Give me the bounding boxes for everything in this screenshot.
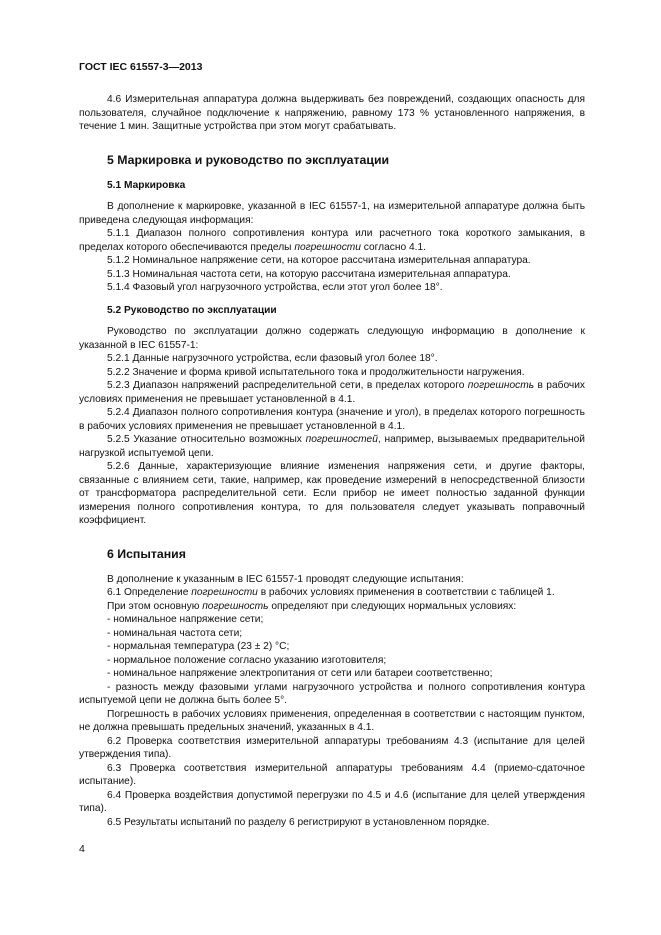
- paragraph-5-2-2: 5.2.2 Значение и форма кривой испытательного тока и продолжительности нагружения.: [107, 366, 525, 378]
- paragraph-4-6: 4.6 Измерительная аппаратура должна выдерживать без повреждений, создающих опасность для пользователя, случайное подключение к напряжению, равному 173 % установленного напряжения, в течение 1 мин. Защитные устройства при этом могут срабатывать.: [79, 94, 585, 132]
- subsection-5-2-title: 5.2 Руководство по эксплуатации: [107, 304, 277, 316]
- text-run: в рабочих условиях применения в соответствии с таблицей 1.: [257, 587, 555, 598]
- text-run: в рабочих условиях применения не превышает установленной в 4.1.: [79, 380, 586, 405]
- text-run: определяют при следующих нормальных условиях:: [268, 600, 517, 612]
- paragraph-5-1-intro: В дополнение к маркировке, указанной в IEC 61557-1, на измерительной аппаратуре должна быть приведена следующая информация:: [79, 201, 585, 226]
- condition-item: - нормальное положение согласно указанию изготовителя;: [107, 654, 387, 666]
- paragraph-5-1-2: 5.1.2 Номинальное напряжение сети, на которое рассчитана измерительная аппаратура.: [107, 255, 531, 266]
- paragraph-6-2: 6.2 Проверка соответствия измерительной аппаратуры требованиям 4.3 (испытание для целей утверждения типа).: [79, 735, 585, 760]
- paragraph-6-5: 6.5 Результаты испытаний по разделу 6 регистрируют в установленном порядке.: [107, 816, 490, 828]
- text-run: При этом основную: [107, 600, 203, 612]
- condition-item: - номинальная частота сети;: [107, 627, 243, 639]
- emphasis: погрешность: [202, 600, 269, 612]
- emphasis: погрешности: [294, 241, 361, 253]
- subsection-5-1-title: 5.1 Маркировка: [107, 179, 186, 191]
- paragraph-operating-error: Погрешность в рабочих условиях применения, определенная в соответствии с настоящим пунктом, не должна превышать предельных значений, указанных в 4.1.: [79, 708, 585, 733]
- page-number: 4: [79, 843, 85, 855]
- condition-item-last: - разность между фазовыми углами нагрузочного устройства и полного сопротивления контура испытуемой цепи не должна быть более 5°.: [79, 681, 585, 706]
- emphasis: погрешностей: [305, 434, 378, 445]
- paragraph-5-2-4: 5.2.4 Диапазон полного сопротивления контура (значение и угол), в пределах которого погрешность в рабочих условиях применения не превышает установленной в 4.1.: [79, 407, 585, 432]
- condition-item: - номинальное напряжение сети;: [107, 614, 264, 625]
- condition-item: - номинальное напряжение электропитания от сети или батареи соответственно;: [107, 668, 493, 679]
- emphasis: погрешность: [467, 380, 535, 391]
- paragraph-5-2-3: [79, 379, 585, 406]
- paragraph-5-1-1: [79, 227, 585, 254]
- paragraph-6-1: [79, 586, 585, 600]
- paragraph-5-1-3: 5.1.3 Номинальная частота сети, на которую рассчитана измерительная аппаратура.: [107, 268, 511, 280]
- text-run: 5.1.1 Диапазон полного сопротивления контура или расчетного тока короткого замыкания, в пределах которого обеспечиваются пределы: [79, 228, 585, 253]
- section-6-title: 6 Испытания: [107, 546, 186, 561]
- section-5-title: 5 Маркировка и руководство по эксплуатации: [107, 152, 390, 167]
- paragraph-5-2-6: 5.2.6 Данные, характеризующие влияние изменения напряжения сети, и другие факторы, связанные с влиянием сети, такие, например, как проведение измерений в непосредственной близости от трансформатора распределительной сети. Если прибор не имеет полностью заданной функции измерения полного сопротивления контура, то для пользователя следует указывать поправочный коэффициент.: [79, 461, 585, 526]
- paragraph-5-2-intro: Руководство по эксплуатации должно содержать следующую информацию в дополнение к указанной в IEC 61557-1:: [79, 326, 585, 351]
- emphasis: погрешности: [191, 587, 258, 598]
- text-run: 5.2.3 Диапазон напряжений распределительной сети, в пределах которого: [107, 380, 468, 391]
- paragraph-basic-error: [79, 600, 585, 614]
- paragraph-6-4: 6.4 Проверка воздействия допустимой перегрузки по 4.5 и 4.6 (испытание для целей утверждения типа).: [79, 789, 585, 814]
- paragraph-5-1-4: 5.1.4 Фазовый угол нагрузочного устройства, если этот угол более 18°.: [107, 282, 443, 293]
- condition-item: - нормальная температура (23 ± 2) °C;: [107, 641, 290, 652]
- text-run: 5.2.5 Указание относительно возможных: [107, 434, 306, 445]
- text-run: 6.1 Определение: [107, 587, 192, 598]
- paragraph-6-3: 6.3 Проверка соответствия измерительной аппаратуры требованиям 4.4 (приемо-сдаточное испытание).: [79, 762, 585, 787]
- paragraph-5-2-5: [79, 433, 585, 460]
- paragraph-6-intro: В дополнение к указанным в IEC 61557-1 проводят следующие испытания:: [107, 573, 464, 585]
- standard-header: ГОСТ IEC 61557-3—2013: [79, 61, 203, 73]
- paragraph-5-2-1: 5.2.1 Данные нагрузочного устройства, если фазовый угол более 18°.: [107, 353, 438, 364]
- text-run: согласно 4.1.: [360, 241, 426, 253]
- page-content: [79, 93, 585, 829]
- text-run: , например, вызываемых предварительной нагрузкой испытуемой цепи.: [79, 434, 585, 459]
